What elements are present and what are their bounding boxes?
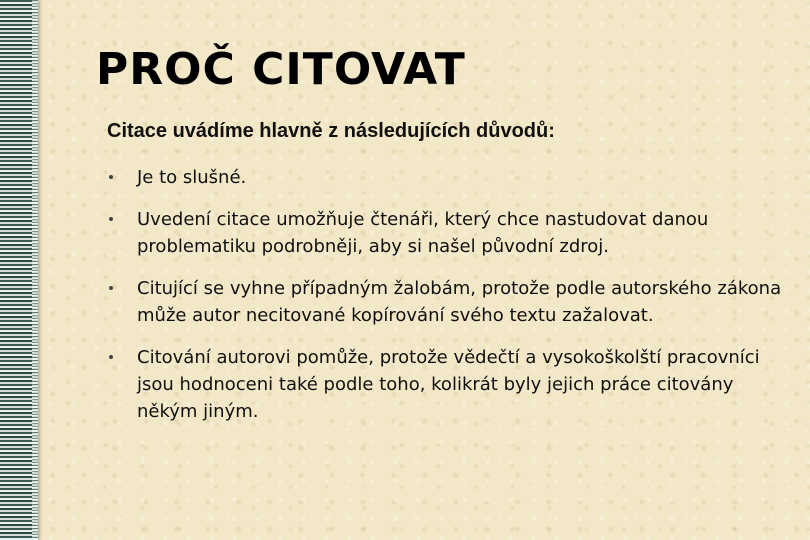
bullet-dot-icon — [109, 286, 113, 290]
slide-title: PROČ CITOVAT — [96, 44, 466, 95]
bullet-dot-icon — [109, 175, 113, 179]
slide-intro: Citace uvádíme hlavně z následujících důvodů: — [107, 120, 555, 142]
bullet-text: Citování autorovi pomůže, protože vědečtí a vysokoškolští pracovníci jsou hodnoceni také podle toho, kolikrát byly jejich práce citovány někým jiným. — [137, 347, 760, 422]
bullet-list — [108, 164, 788, 425]
bullet-item-2 — [108, 206, 788, 260]
bullet-text: Uvedení citace umožňuje čtenáři, který chce nastudovat danou problematiku podrobněji, aby si našel původní zdroj. — [137, 209, 709, 257]
bullet-dot-icon — [109, 217, 113, 221]
bullet-item-3 — [108, 275, 788, 329]
bullet-text: Citující se vyhne případným žalobám, protože podle autorského zákona může autor necitované kopírování svého textu zažalovat. — [137, 278, 782, 326]
bullet-text: Je to slušné. — [137, 167, 247, 188]
bullet-dot-icon — [109, 355, 113, 359]
notebook-binding-strip — [0, 0, 38, 540]
bullet-item-4 — [108, 344, 788, 425]
bullet-item-1 — [108, 164, 788, 191]
